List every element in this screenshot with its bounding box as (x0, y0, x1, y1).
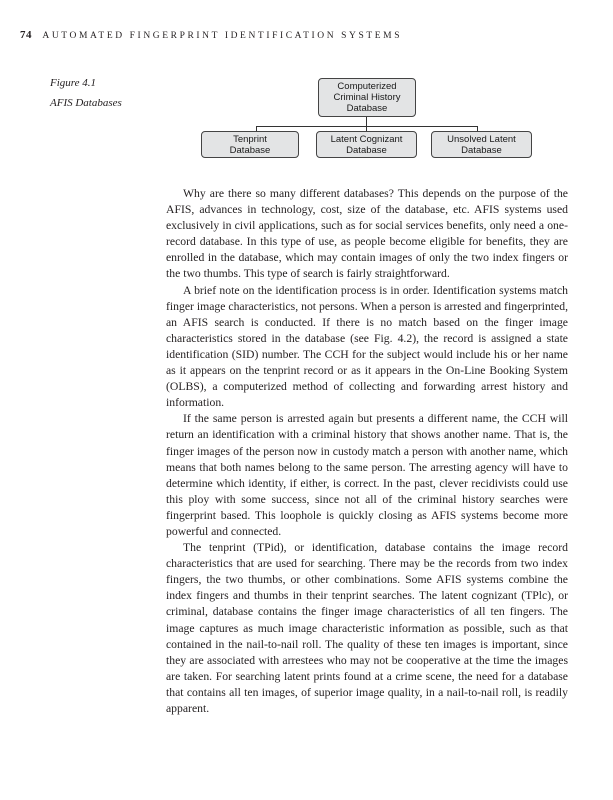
paragraph: The tenprint (TPid), or identification, database contains the image record characteristics that are used for searching. There may be the records from two index fingers, the two thumbs, or other combinations. Some AFIS systems combine the index fingers and thumbs in their tenprint searches. The latent cognizant (TPlc), or criminal, database contains the finger image characteristics of all ten fingers. The image captures as much image characteristic information as possible, such as that contained in the nail-to-nail roll. The quality of these ten images is important, since they are associated with arrestees who may not be cooperative at the time the images are taken. For searching latent prints found at a crime scene, the need for a database that contains all ten images, of superior image quality, in a nail-to-nail roll, is readily apparent. (166, 541, 568, 715)
connector-horizontal-bar (256, 126, 478, 127)
node-label: Computerized Criminal History Database (333, 81, 401, 114)
node-label: Tenprint Database (229, 133, 271, 156)
paragraph: If the same person is arrested again but presents a different name, the CCH will return an identification with a criminal history that shows another name. That is, the finger images of the person now in custody match a person with another name, which means that both names belong to the same person. The arresting agency will have to determine which identity, if either, is correct. In the past, clever recidivists could use this ploy with some success, since not all of the criminal history searches were fingerprint based. This loophole is quickly closing as AFIS systems become more powerful and connected. (166, 412, 568, 538)
running-title: AUTOMATED FINGERPRINT IDENTIFICATION SYSTEMS (42, 31, 403, 41)
page-number: 74 (20, 29, 32, 41)
node-unsolved-latent-database (431, 131, 532, 158)
figure-label: Figure 4.1 (50, 77, 97, 89)
afis-database-diagram (0, 0, 613, 170)
body-text (166, 186, 568, 717)
figure-title: AFIS Databases (50, 97, 122, 109)
paragraph: Why are there so many different databases? This depends on the purpose of the AFIS, advances in technology, cost, size of the database, etc. AFIS systems used exclusively in civil applications, such as for social services benefits, only need a one-record database. In this type of use, as people become eligible for benefits, they are enrolled in the database, which may contain images of only the two index fingers or the two thumbs. This type of search is fairly straightforward. (166, 187, 568, 281)
node-label: Latent Cognizant Database (330, 133, 403, 156)
node-label: Unsolved Latent Database (447, 133, 516, 156)
paragraph: A brief note on the identification process is in order. Identification systems match finger image characteristics, not persons. When a person is arrested and fingerprinted, an AFIS search is conducted. If there is no match based on the finger image characteristics stored in the database (see Fig. 4.2), the record is assigned a state identification (SID) number. The CCH for the subject would include his or her name as it appears on the tenprint record or as it appears in the On-Line Booking System (OLBS), a computerized method of collecting and forwarding arrest history and information. (166, 283, 568, 410)
node-latent-cognizant-database (316, 131, 417, 158)
node-tenprint-database (201, 131, 299, 158)
node-computerized-criminal-history (318, 78, 416, 117)
connector-root-stem (366, 117, 367, 126)
